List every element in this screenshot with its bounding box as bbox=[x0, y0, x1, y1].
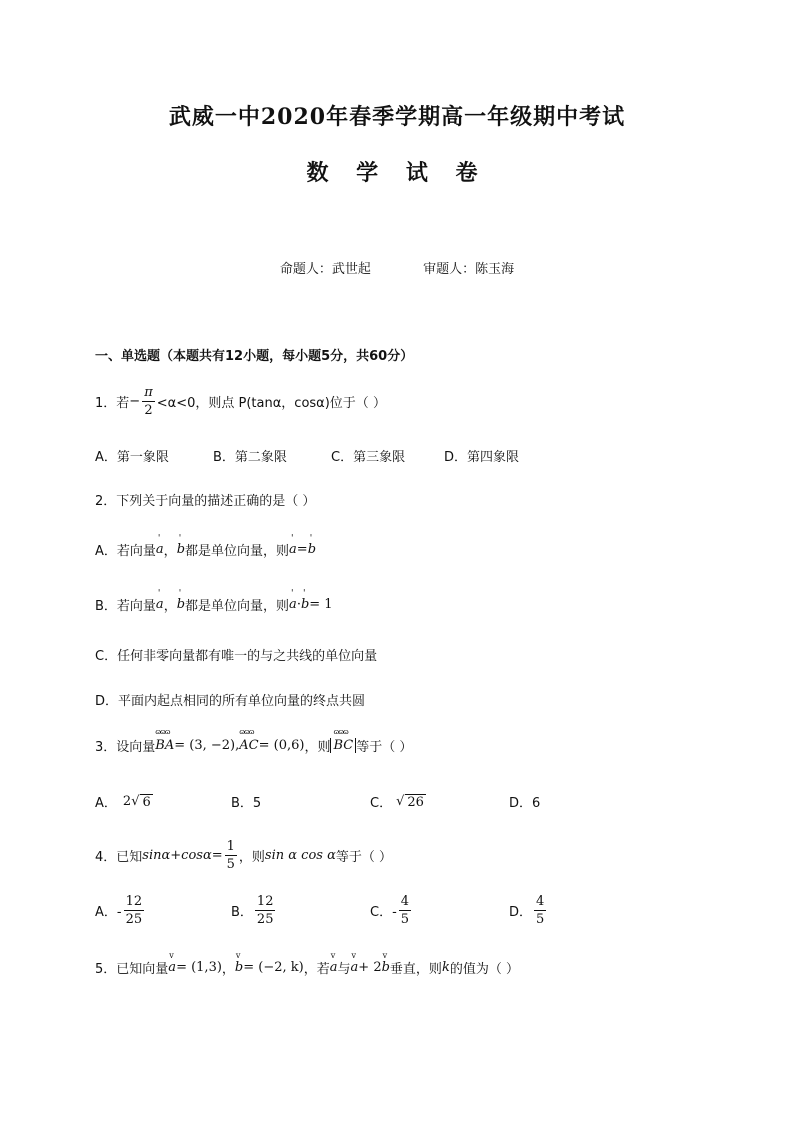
q3-vec-bc: ɷɷɷ BC bbox=[333, 738, 353, 753]
authors-line bbox=[0, 258, 794, 277]
q5-sep: ， bbox=[221, 962, 235, 977]
q4-c-frac bbox=[399, 893, 411, 928]
section-heading: 一、单选题（本题共有12小题，每小题5分，共60分） bbox=[95, 349, 414, 364]
q1-stem-before: 若 bbox=[116, 396, 130, 411]
q5-vec-a: v a bbox=[168, 960, 176, 975]
q4-option-a bbox=[95, 893, 146, 928]
q1-fraction bbox=[142, 384, 155, 419]
q2-stem: 下列关于向量的描述正确的是（ ） bbox=[116, 494, 316, 509]
q2-a-vec-a: ' a bbox=[156, 542, 164, 557]
q4-b-num: 12 bbox=[256, 894, 274, 909]
q4-d-den: 5 bbox=[536, 912, 545, 927]
question-1 bbox=[95, 384, 386, 419]
q2-option-d: D．平面内起点相同的所有单位向量的终点共圆 bbox=[95, 694, 366, 709]
q1-frac-num: π bbox=[144, 385, 153, 400]
q4-stem-post: ，则 bbox=[238, 850, 265, 865]
q1-frac-den: 2 bbox=[144, 403, 153, 418]
q4-number: 4． bbox=[95, 850, 117, 865]
q1-option-c: C．第三象限 bbox=[331, 450, 406, 465]
q1-sign: − bbox=[129, 394, 141, 409]
q2-b-vec-b: ' b bbox=[177, 597, 185, 612]
q1-number: 1． bbox=[95, 396, 117, 411]
q4-d-frac bbox=[534, 893, 546, 928]
q2-b-sep: ， bbox=[163, 599, 177, 614]
q3-a-radicand: 6 bbox=[142, 794, 151, 810]
q5-vec-b: v b bbox=[235, 960, 243, 975]
q5-vec-a3: v a bbox=[351, 960, 359, 975]
q2-number: 2． bbox=[95, 494, 117, 509]
q3-stem-post: 等于（ ） bbox=[356, 740, 413, 755]
q3-a-label: A． bbox=[95, 796, 117, 811]
q4-d-label: D． bbox=[509, 905, 533, 920]
q4-b-den: 25 bbox=[256, 912, 274, 927]
q5-vec-a2: v a bbox=[330, 960, 338, 975]
q3-option-c: C． √ 26 bbox=[370, 794, 424, 811]
q2-b-dot-a: ' a bbox=[289, 597, 297, 612]
q5-k: k bbox=[441, 960, 450, 975]
q3-a-coef: 2 bbox=[122, 794, 132, 809]
q3-stem-mid: ，则 bbox=[304, 740, 331, 755]
q3-c-label: C． bbox=[370, 796, 393, 811]
q2-a-sep: ， bbox=[163, 544, 177, 559]
q3-vec-ac: ɷɷɷ AC bbox=[239, 738, 258, 753]
q4-stem-pre: 已知 bbox=[116, 850, 143, 865]
q4-a-frac bbox=[124, 893, 145, 928]
q3-option-b: B．5 bbox=[231, 796, 262, 811]
q2-b-vec-a: ' a bbox=[156, 597, 164, 612]
q3-stem-pre: 设向量 bbox=[116, 740, 156, 755]
q4-option-c bbox=[370, 893, 413, 928]
q2-option-a bbox=[95, 540, 316, 559]
q4-a-label: A．- bbox=[95, 905, 122, 920]
q4-a-num: 12 bbox=[125, 894, 143, 909]
question-4 bbox=[95, 838, 392, 873]
q2-b-dot: · bbox=[296, 597, 301, 612]
q1-option-a: A．第一象限 bbox=[95, 450, 169, 465]
q5-number: 5． bbox=[95, 962, 117, 977]
q2-option-c: C．任何非零向量都有唯一的与之共线的单位向量 bbox=[95, 649, 378, 664]
q5-plus: + 2 bbox=[358, 960, 382, 975]
q3-vec-ba: ɷɷɷ BA bbox=[155, 738, 174, 753]
q4-expr2: sin α cos α bbox=[264, 848, 336, 863]
q4-frac-den: 5 bbox=[226, 857, 235, 872]
question-5 bbox=[95, 958, 519, 977]
q4-fraction bbox=[225, 838, 237, 873]
q2-a-vec-b: ' b bbox=[177, 542, 185, 557]
q4-b-label: B． bbox=[231, 905, 253, 920]
q2-b-mid: 都是单位向量，则 bbox=[185, 599, 290, 614]
q5-b-val: = (−2, k) bbox=[243, 960, 304, 975]
question-3 bbox=[95, 736, 412, 755]
q5-vec-b2: v b bbox=[382, 960, 390, 975]
q1-option-b: B．第二象限 bbox=[213, 450, 287, 465]
exam-subtitle: 数 学 试 卷 bbox=[306, 160, 488, 186]
q2-option-b bbox=[95, 595, 333, 614]
q2-a-eq: = bbox=[296, 542, 308, 557]
q4-option-d bbox=[509, 893, 548, 928]
q5-stem-pre: 已知向量 bbox=[116, 962, 169, 977]
q5-stem-mid2: 垂直，则 bbox=[389, 962, 442, 977]
q3-vec-ac-val: = (0,6) bbox=[258, 738, 305, 753]
q4-b-frac bbox=[255, 893, 276, 928]
q3-option-a: A． 2 √ 6 bbox=[95, 794, 151, 811]
q2-b-eq: = 1 bbox=[309, 597, 333, 612]
q3-option-d: D．6 bbox=[509, 796, 541, 811]
q5-a-val: = (1,3) bbox=[176, 960, 222, 975]
q5-stem-end: 的值为（ ） bbox=[449, 962, 519, 977]
q2-a-pre: A．若向量 bbox=[95, 544, 156, 559]
q4-c-label: C．- bbox=[370, 905, 397, 920]
q5-stem-mid: ，若 bbox=[303, 962, 330, 977]
q2-a-eq-a: ' a bbox=[289, 542, 297, 557]
question-2 bbox=[95, 490, 315, 509]
q4-c-num: 4 bbox=[400, 894, 410, 909]
q4-option-b bbox=[231, 893, 277, 928]
q4-a-den: 25 bbox=[125, 912, 143, 927]
reviewer: 审题人：陈玉海 bbox=[423, 262, 515, 277]
q1-option-d: D．第四象限 bbox=[444, 450, 520, 465]
q4-frac-num: 1 bbox=[226, 839, 235, 854]
q3-number: 3． bbox=[95, 740, 117, 755]
q3-vec-ba-val: = (3, −2), bbox=[174, 738, 240, 753]
exam-title: 武威一中2020年春季学期高一年级期中考试 bbox=[168, 104, 626, 130]
q2-b-dot-b: ' b bbox=[301, 597, 309, 612]
q3-c-radicand: 26 bbox=[407, 794, 424, 810]
setter: 命题人：武世起 bbox=[279, 262, 371, 277]
q5-with: 与 bbox=[337, 962, 351, 977]
q4-c-den: 5 bbox=[400, 912, 410, 927]
q4-d-num: 4 bbox=[536, 894, 545, 909]
q2-b-pre: B．若向量 bbox=[95, 599, 156, 614]
q2-a-eq-b: ' b bbox=[308, 542, 316, 557]
q4-expr: sinα+cosα= bbox=[142, 848, 223, 863]
q2-a-mid: 都是单位向量，则 bbox=[185, 544, 290, 559]
q4-stem-end: 等于（ ） bbox=[335, 850, 392, 865]
q1-stem-after: <α<0，则点 P(tanα，cosα)位于（ ） bbox=[156, 396, 386, 411]
